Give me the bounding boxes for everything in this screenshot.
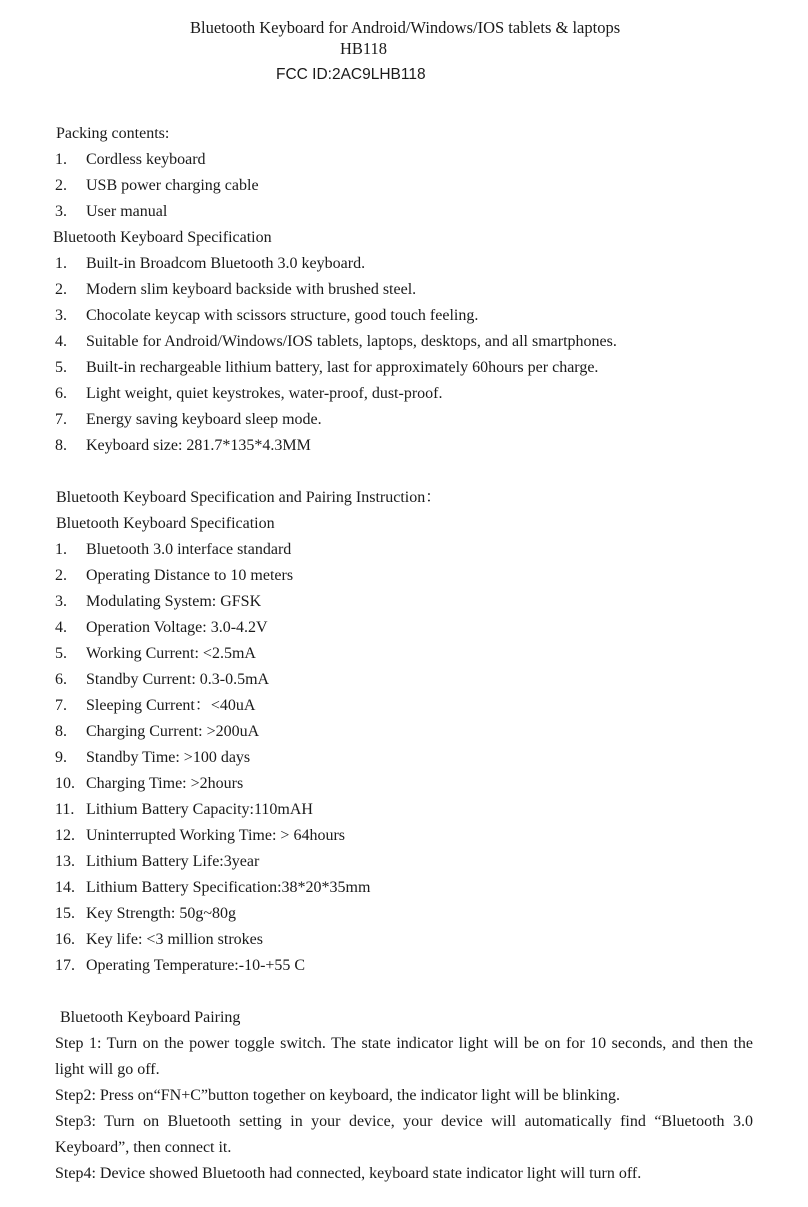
item-number: 5.	[55, 645, 67, 662]
item-number: 13.	[55, 853, 75, 870]
spec-technical-heading: Bluetooth Keyboard Specification	[56, 515, 275, 532]
pairing-heading: Bluetooth Keyboard Pairing	[60, 1009, 241, 1026]
item-text: Light weight, quiet keystrokes, water-proof, dust-proof.	[86, 385, 443, 402]
item-number: 3.	[55, 593, 67, 610]
item-number: 12.	[55, 827, 75, 844]
spec-technical-list	[55, 537, 755, 979]
spec-features-list	[55, 251, 755, 459]
item-number: 8.	[55, 723, 67, 740]
list-item	[55, 953, 755, 979]
list-item	[55, 537, 755, 563]
pairing-step: Step3: Turn on Bluetooth setting in your device, your device will automatically find “Bluetooth 3.0 Keyboard”, then connect it.	[55, 1113, 753, 1156]
list-item	[55, 251, 755, 277]
list-item	[55, 407, 755, 433]
section-spacer	[55, 459, 755, 485]
list-item	[55, 849, 755, 875]
item-text: Sleeping Current：<40uA	[86, 697, 256, 714]
item-number: 3.	[55, 203, 67, 220]
item-number: 5.	[55, 359, 67, 376]
item-text: Keyboard size: 281.7*135*4.3MM	[86, 437, 311, 454]
item-number: 1.	[55, 255, 67, 272]
item-text: Operating Temperature:-10-+55 C	[86, 957, 306, 974]
item-number: 4.	[55, 619, 67, 636]
item-text: Operation Voltage: 3.0-4.2V	[86, 619, 268, 636]
item-text: Built-in rechargeable lithium battery, last for approximately 60hours per charge.	[86, 359, 599, 376]
spec-pairing-section-heading: Bluetooth Keyboard Specification and Pairing Instruction：	[56, 489, 442, 506]
item-text: Energy saving keyboard sleep mode.	[86, 411, 322, 428]
pairing-steps	[55, 1031, 755, 1187]
item-text: Charging Time: >2hours	[86, 775, 244, 792]
item-text: Chocolate keycap with scissors structure, good touch feeling.	[86, 307, 479, 324]
item-text: Modern slim keyboard backside with brushed steel.	[86, 281, 417, 298]
list-item	[55, 667, 755, 693]
item-text: Key life: <3 million strokes	[86, 931, 263, 948]
list-item	[55, 433, 755, 459]
item-text: Working Current: <2.5mA	[86, 645, 256, 662]
packing-heading: Packing contents:	[56, 125, 170, 142]
fcc-id: FCC ID:2AC9LHB118	[276, 66, 426, 83]
list-item	[55, 719, 755, 745]
list-item	[55, 823, 755, 849]
item-text: Bluetooth 3.0 interface standard	[86, 541, 292, 558]
pairing-step: Step4: Device showed Bluetooth had connected, keyboard state indicator light will turn off.	[55, 1165, 642, 1182]
list-item	[55, 589, 755, 615]
model-number: HB118	[340, 39, 388, 58]
item-text: Lithium Battery Specification:38*20*35mm	[86, 879, 371, 896]
item-text: Suitable for Android/Windows/IOS tablets, laptops, desktops, and all smartphones.	[86, 333, 617, 350]
item-text: Cordless keyboard	[86, 151, 206, 168]
item-number: 10.	[55, 775, 75, 792]
list-item	[55, 901, 755, 927]
list-item	[55, 563, 755, 589]
item-text: Lithium Battery Capacity:110mAH	[86, 801, 313, 818]
list-item	[55, 173, 755, 199]
list-item	[55, 927, 755, 953]
list-item	[55, 199, 755, 225]
list-item	[55, 745, 755, 771]
item-text: Built-in Broadcom Bluetooth 3.0 keyboard.	[86, 255, 366, 272]
item-number: 14.	[55, 879, 75, 896]
section-spacer	[55, 979, 755, 1005]
list-item	[55, 381, 755, 407]
item-text: Key Strength: 50g~80g	[86, 905, 236, 922]
item-number: 4.	[55, 333, 67, 350]
document-title: Bluetooth Keyboard for Android/Windows/IOS tablets & laptops	[190, 18, 621, 37]
list-item	[55, 615, 755, 641]
list-item	[55, 277, 755, 303]
item-text: Modulating System: GFSK	[86, 593, 262, 610]
list-item	[55, 147, 755, 173]
list-item	[55, 303, 755, 329]
item-number: 6.	[55, 385, 67, 402]
spec-features-heading: Bluetooth Keyboard Specification	[53, 229, 272, 246]
item-number: 3.	[55, 307, 67, 324]
item-number: 9.	[55, 749, 67, 766]
list-item	[55, 771, 755, 797]
item-number: 11.	[55, 801, 75, 818]
item-number: 2.	[55, 177, 67, 194]
item-text: Operating Distance to 10 meters	[86, 567, 294, 584]
item-text: Uninterrupted Working Time: > 64hours	[86, 827, 345, 844]
item-number: 1.	[55, 151, 67, 168]
item-number: 8.	[55, 437, 67, 454]
item-number: 15.	[55, 905, 75, 922]
list-item	[55, 693, 755, 719]
item-text: Lithium Battery Life:3year	[86, 853, 260, 870]
item-text: Standby Time: >100 days	[86, 749, 251, 766]
list-item	[55, 875, 755, 901]
packing-list	[55, 147, 755, 225]
item-number: 7.	[55, 697, 67, 714]
item-number: 2.	[55, 281, 67, 298]
item-text: Standby Current: 0.3-0.5mA	[86, 671, 270, 688]
list-item	[55, 355, 755, 381]
item-number: 1.	[55, 541, 67, 558]
pairing-step: Step2: Press on“FN+C”button together on keyboard, the indicator light will be blinking.	[55, 1087, 620, 1104]
list-item	[55, 641, 755, 667]
list-item	[55, 329, 755, 355]
item-number: 2.	[55, 567, 67, 584]
item-number: 16.	[55, 931, 75, 948]
item-text: User manual	[86, 203, 168, 220]
item-text: Charging Current: >200uA	[86, 723, 260, 740]
item-number: 17.	[55, 957, 75, 974]
pairing-step: Step 1: Turn on the power toggle switch. The state indicator light will be on for 10 seconds, and then the light will go off.	[55, 1035, 753, 1078]
item-number: 6.	[55, 671, 67, 688]
item-text: USB power charging cable	[86, 177, 259, 194]
item-number: 7.	[55, 411, 67, 428]
list-item	[55, 797, 755, 823]
manual-body	[55, 121, 755, 1187]
